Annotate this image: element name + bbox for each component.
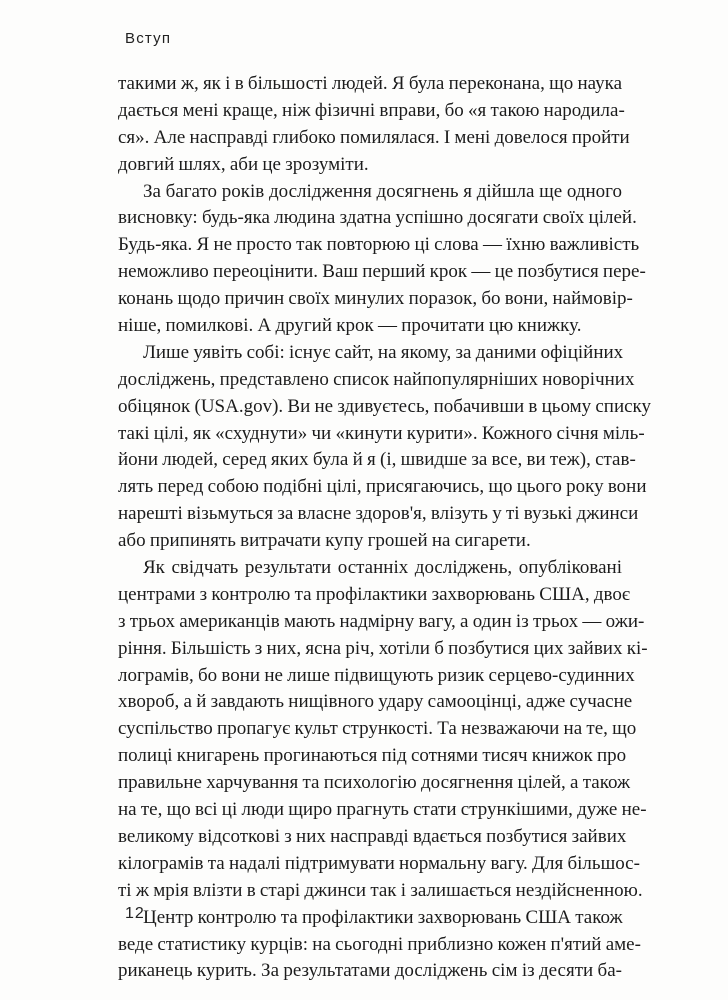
page-number: 12 — [125, 905, 145, 922]
text-line: Як свідчать результати останніх досліджень, опубліковані — [143, 557, 622, 579]
text-line: кілограмів та надалі підтримувати нормальну вагу. Для більшос- — [118, 852, 640, 874]
text-line: такими ж, як і в більшості людей. Я була переконана, що наука — [118, 73, 622, 94]
text-line: центрами з контролю та профілактики захворювань США, двоє — [118, 583, 631, 605]
text-line: дається мені краще, ніж фізичні вправи, бо «я такою народила- — [118, 99, 625, 121]
text-line: лограмів, бо вони не лише підвищують ризик серцево-судинних — [118, 664, 635, 686]
text-line: неможливо переоцінити. Ваш перший крок — це позбутися пере- — [118, 261, 646, 283]
text-line: риканець курить. За результатами досліджень сім із десяти ба- — [118, 960, 622, 982]
text-line: правильне харчування та психологію досягнення цілей, а також — [118, 772, 631, 794]
text-line: ніше, помилкові. А другий крок — прочитати цю книжку. — [118, 315, 582, 337]
running-head: Вступ — [125, 30, 172, 47]
text-line: ся». Але насправді глибоко помилялася. І мені довелося пройти — [118, 126, 630, 148]
text-line: лять перед собою подібні цілі, присягаючись, що цього року вони — [118, 476, 647, 498]
text-line: ті ж мрія влізти в старі джинси так і залишається нездійсненною. — [118, 879, 643, 901]
text-line: на те, що всі ці люди щиро прагнуть стати стрункішими, дуже не- — [118, 799, 647, 821]
text-line: такі цілі, як «схуднути» чи «кинути курити». Кожного січня міль- — [118, 422, 645, 444]
text-line: полиці книгарень прогинаються під сотнями тисяч книжок про — [118, 745, 627, 767]
text-line: Будь-яка. Я не просто так повторюю ці слова — їхню важливість — [118, 234, 640, 256]
text-line: йони людей, серед яких була й я (і, швидше за все, ви теж), став- — [118, 449, 636, 471]
text-line: досліджень, представлено список найпопулярніших новорічних — [118, 368, 635, 390]
text-line: Лише уявіть собі: існує сайт, на якому, за даними офіційних — [143, 341, 624, 363]
text-line: великому відсоткові з них насправді вдається позбутися зайвих — [118, 825, 627, 847]
text-line: хвороб, а й завдають нищівного удару самооцінці, адже сучасне — [118, 691, 633, 713]
text-line: ріння. Більшість з них, ясна річ, хотіли б позбутися цих зайвих кі- — [118, 637, 648, 659]
text-line: За багато років дослідження досягнень я дійшла ще одного — [143, 180, 622, 202]
text-line: обіцянок (USA.gov). Ви не здивуєтесь, побачивши в цьому списку — [118, 395, 652, 417]
text-line: з трьох американців мають надмірну вагу, а один із трьох — ожи- — [118, 610, 645, 632]
text-line: висновку: будь-яка людина здатна успішно досягати своїх цілей. — [118, 207, 637, 229]
text-line: веде статистику курців: на сьогодні приблизно кожен п'ятий аме- — [118, 933, 641, 955]
body-text — [118, 71, 652, 985]
text-line: нарешті візьмуться за власне здоров'я, влізуть у ті вузькі джинси — [118, 503, 639, 525]
text-line: суспільство пропагує культ стрункості. Та незважаючи на те, що — [118, 718, 637, 740]
text-line: Центр контролю та профілактики захворювань США також — [143, 906, 623, 928]
text-line: або припинять витрачати купу грошей на сигарети. — [118, 530, 531, 552]
text-line: довгий шлях, аби це зрозуміти. — [118, 153, 369, 175]
text-line: конань щодо причин своїх минулих поразок, бо вони, наймовір- — [118, 288, 633, 310]
